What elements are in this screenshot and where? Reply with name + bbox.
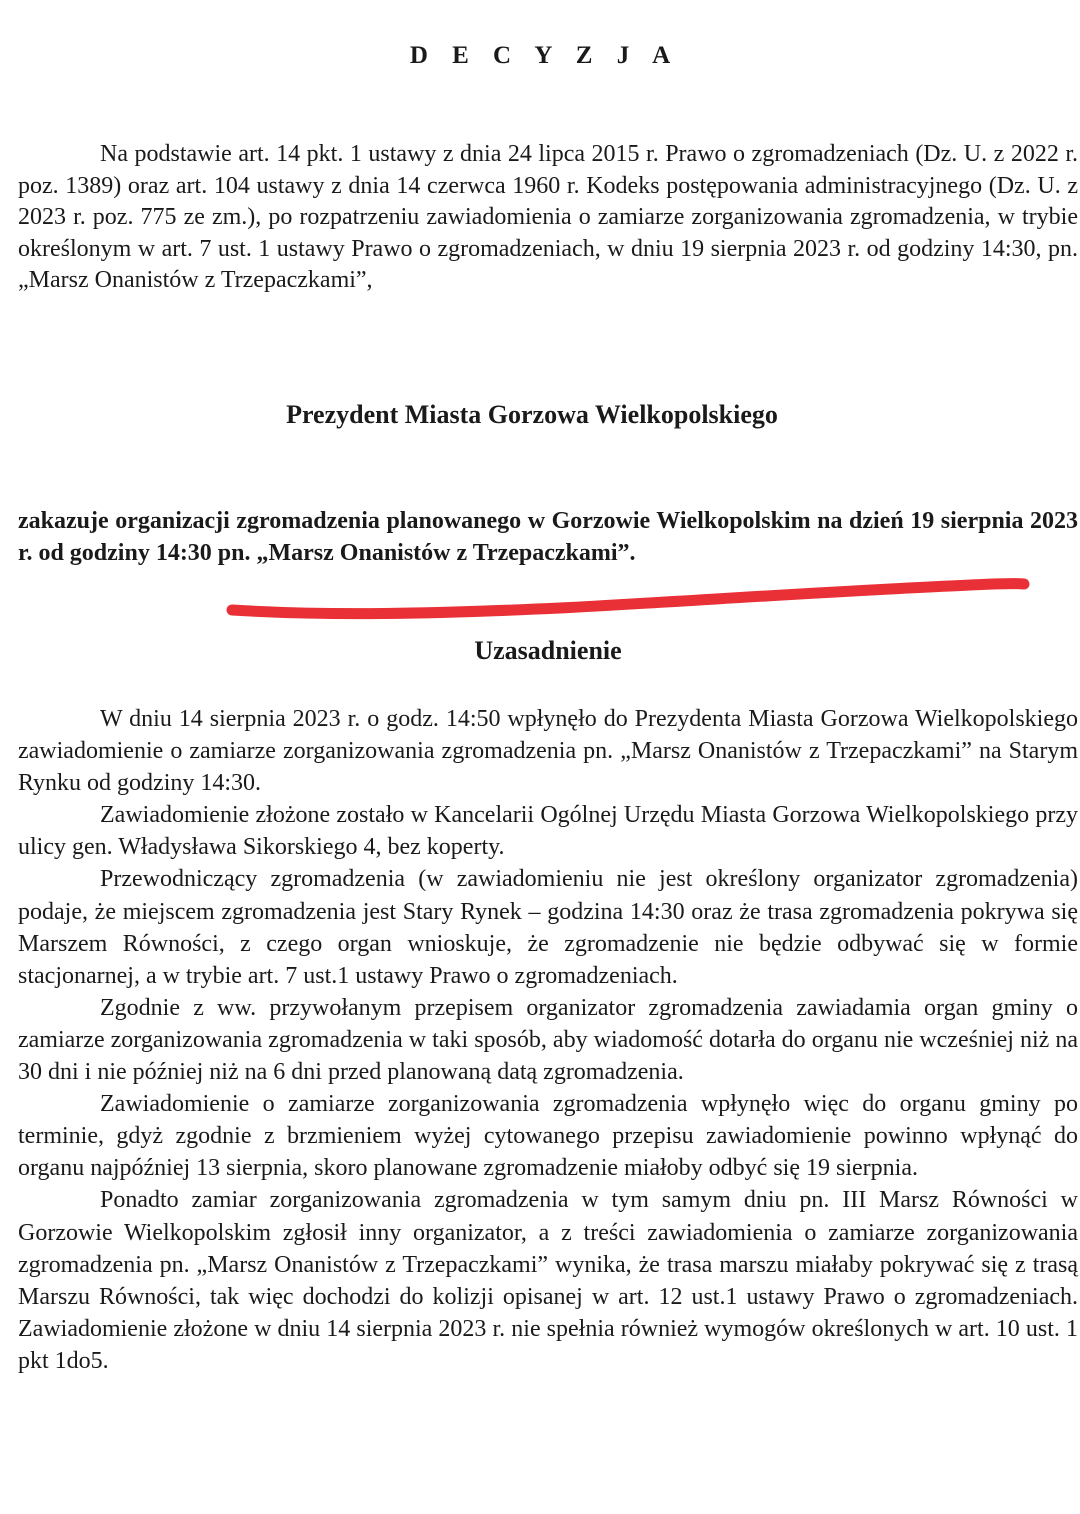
reasoning-paragraph-2: Zawiadomienie złożone zostało w Kancelarii Ogólnej Urzędu Miasta Gorzowa Wielkopolskiego przy ulicy gen. Władysława Sikorskiego 4, bez koperty.	[18, 802, 1078, 861]
reasoning-paragraph-3: Przewodniczący zgromadzenia (w zawiadomieniu nie jest określony organizator zgromadzenia) podaje, że miejscem zgromadzenia jest Stary Rynek – godzina 14:30 oraz że trasa zgromadzenia pokrywa się Marszem Równości, z czego organ wnioskuje, że zgromadzenie nie będzie odbywać się w formie stacjonarnej, a w trybie art. 7 ust.1 ustawy Prawo o zgromadzeniach.	[18, 866, 1078, 989]
reasoning-paragraph-5: Zawiadomienie o zamiarze zorganizowania zgromadzenia wpłynęło więc do organu gminy po terminie, gdyż zgodnie z brzmieniem wyżej cytowanego przepisu zawiadomienie powinno wpłynąć do organu najpóźniej 13 sierpnia, skoro planowane zgromadzenie miałoby odbyć się 19 sierpnia.	[18, 1091, 1078, 1182]
preamble-paragraph: Na podstawie art. 14 pkt. 1 ustawy z dnia 24 lipca 2015 r. Prawo o zgromadzeniach (Dz. U. z 2022 r. poz. 1389) oraz art. 104 ustawy z dnia 14 czerwca 1960 r. Kodeks postępowania administracyjnego (Dz. U. z 2023 r. poz. 775 ze zm.), po rozpatrzeniu zawiadomienia o zamiarze zorganizowania zgromadzenia, w trybie określonym w art. 7 ust. 1 ustawy Prawo o zgromadzeniach, w dniu 19 sierpnia 2023 r. od godziny 14:30, pn. „Marsz Onanistów z Trzepaczkami”,	[18, 141, 1078, 294]
reasoning-paragraph-4: Zgodnie z ww. przywołanym przepisem organizator zgromadzenia zawiadamia organ gminy o zamiarze zorganizowania zgromadzenia w taki sposób, aby wiadomość dotarła do organu nie wcześniej niż na 30 dni i nie później niż na 6 dni przed planowaną datą zgromadzenia.	[18, 994, 1078, 1086]
marker-stroke	[232, 584, 1024, 614]
decision-statement	[18, 505, 1078, 569]
reasoning-heading: Uzasadnienie	[474, 636, 622, 665]
reasoning-paragraph-6: Ponadto zamiar zorganizowania zgromadzenia w tym samym dniu pn. III Marsz Równości w Gorzowie Wielkopolskim zgłosił inny organizator, a z treści zawiadomienia o zamiarze zorganizowania zgromadzenia pn. „Marsz Onanistów z Trzepaczkami” wynika, że trasa marszu miałaby pokrywać się z trasą Marszu Równości, tak więc dochodzi do kolizji opisanej w art. 12 ust.1 ustawy Prawo o zgromadzeniach. Zawiadomienie złożone w dniu 14 sierpnia 2023 r. nie spełnia również wymogów określonych w art. 10 ust. 1 pkt 1do5.	[18, 1187, 1078, 1374]
red-marker-underline	[0, 570, 1080, 630]
legal-basis-preamble	[18, 139, 1078, 297]
reasoning-paragraph-1: W dniu 14 sierpnia 2023 r. o godz. 14:50 wpłynęło do Prezydenta Miasta Gorzowa Wielkopolskiego zawiadomienie o zamiarze zorganizowania zgromadzenia pn. „Marsz Onanistów z Trzepaczkami” na Starym Rynku od godziny 14:30.	[18, 706, 1078, 797]
decision-paragraph: zakazuje organizacji zgromadzenia planowanego w Gorzowie Wielkopolskim na dzień 19 sierpnia 2023 r. od godziny 14:30 pn. „Marsz Onanistów z Trzepaczkami”.	[18, 508, 1078, 566]
issuing-authority: Prezydent Miasta Gorzowa Wielkopolskiego	[286, 400, 778, 429]
reasoning-body	[18, 703, 1078, 1377]
document-title: D E C Y Z J A	[409, 42, 680, 69]
